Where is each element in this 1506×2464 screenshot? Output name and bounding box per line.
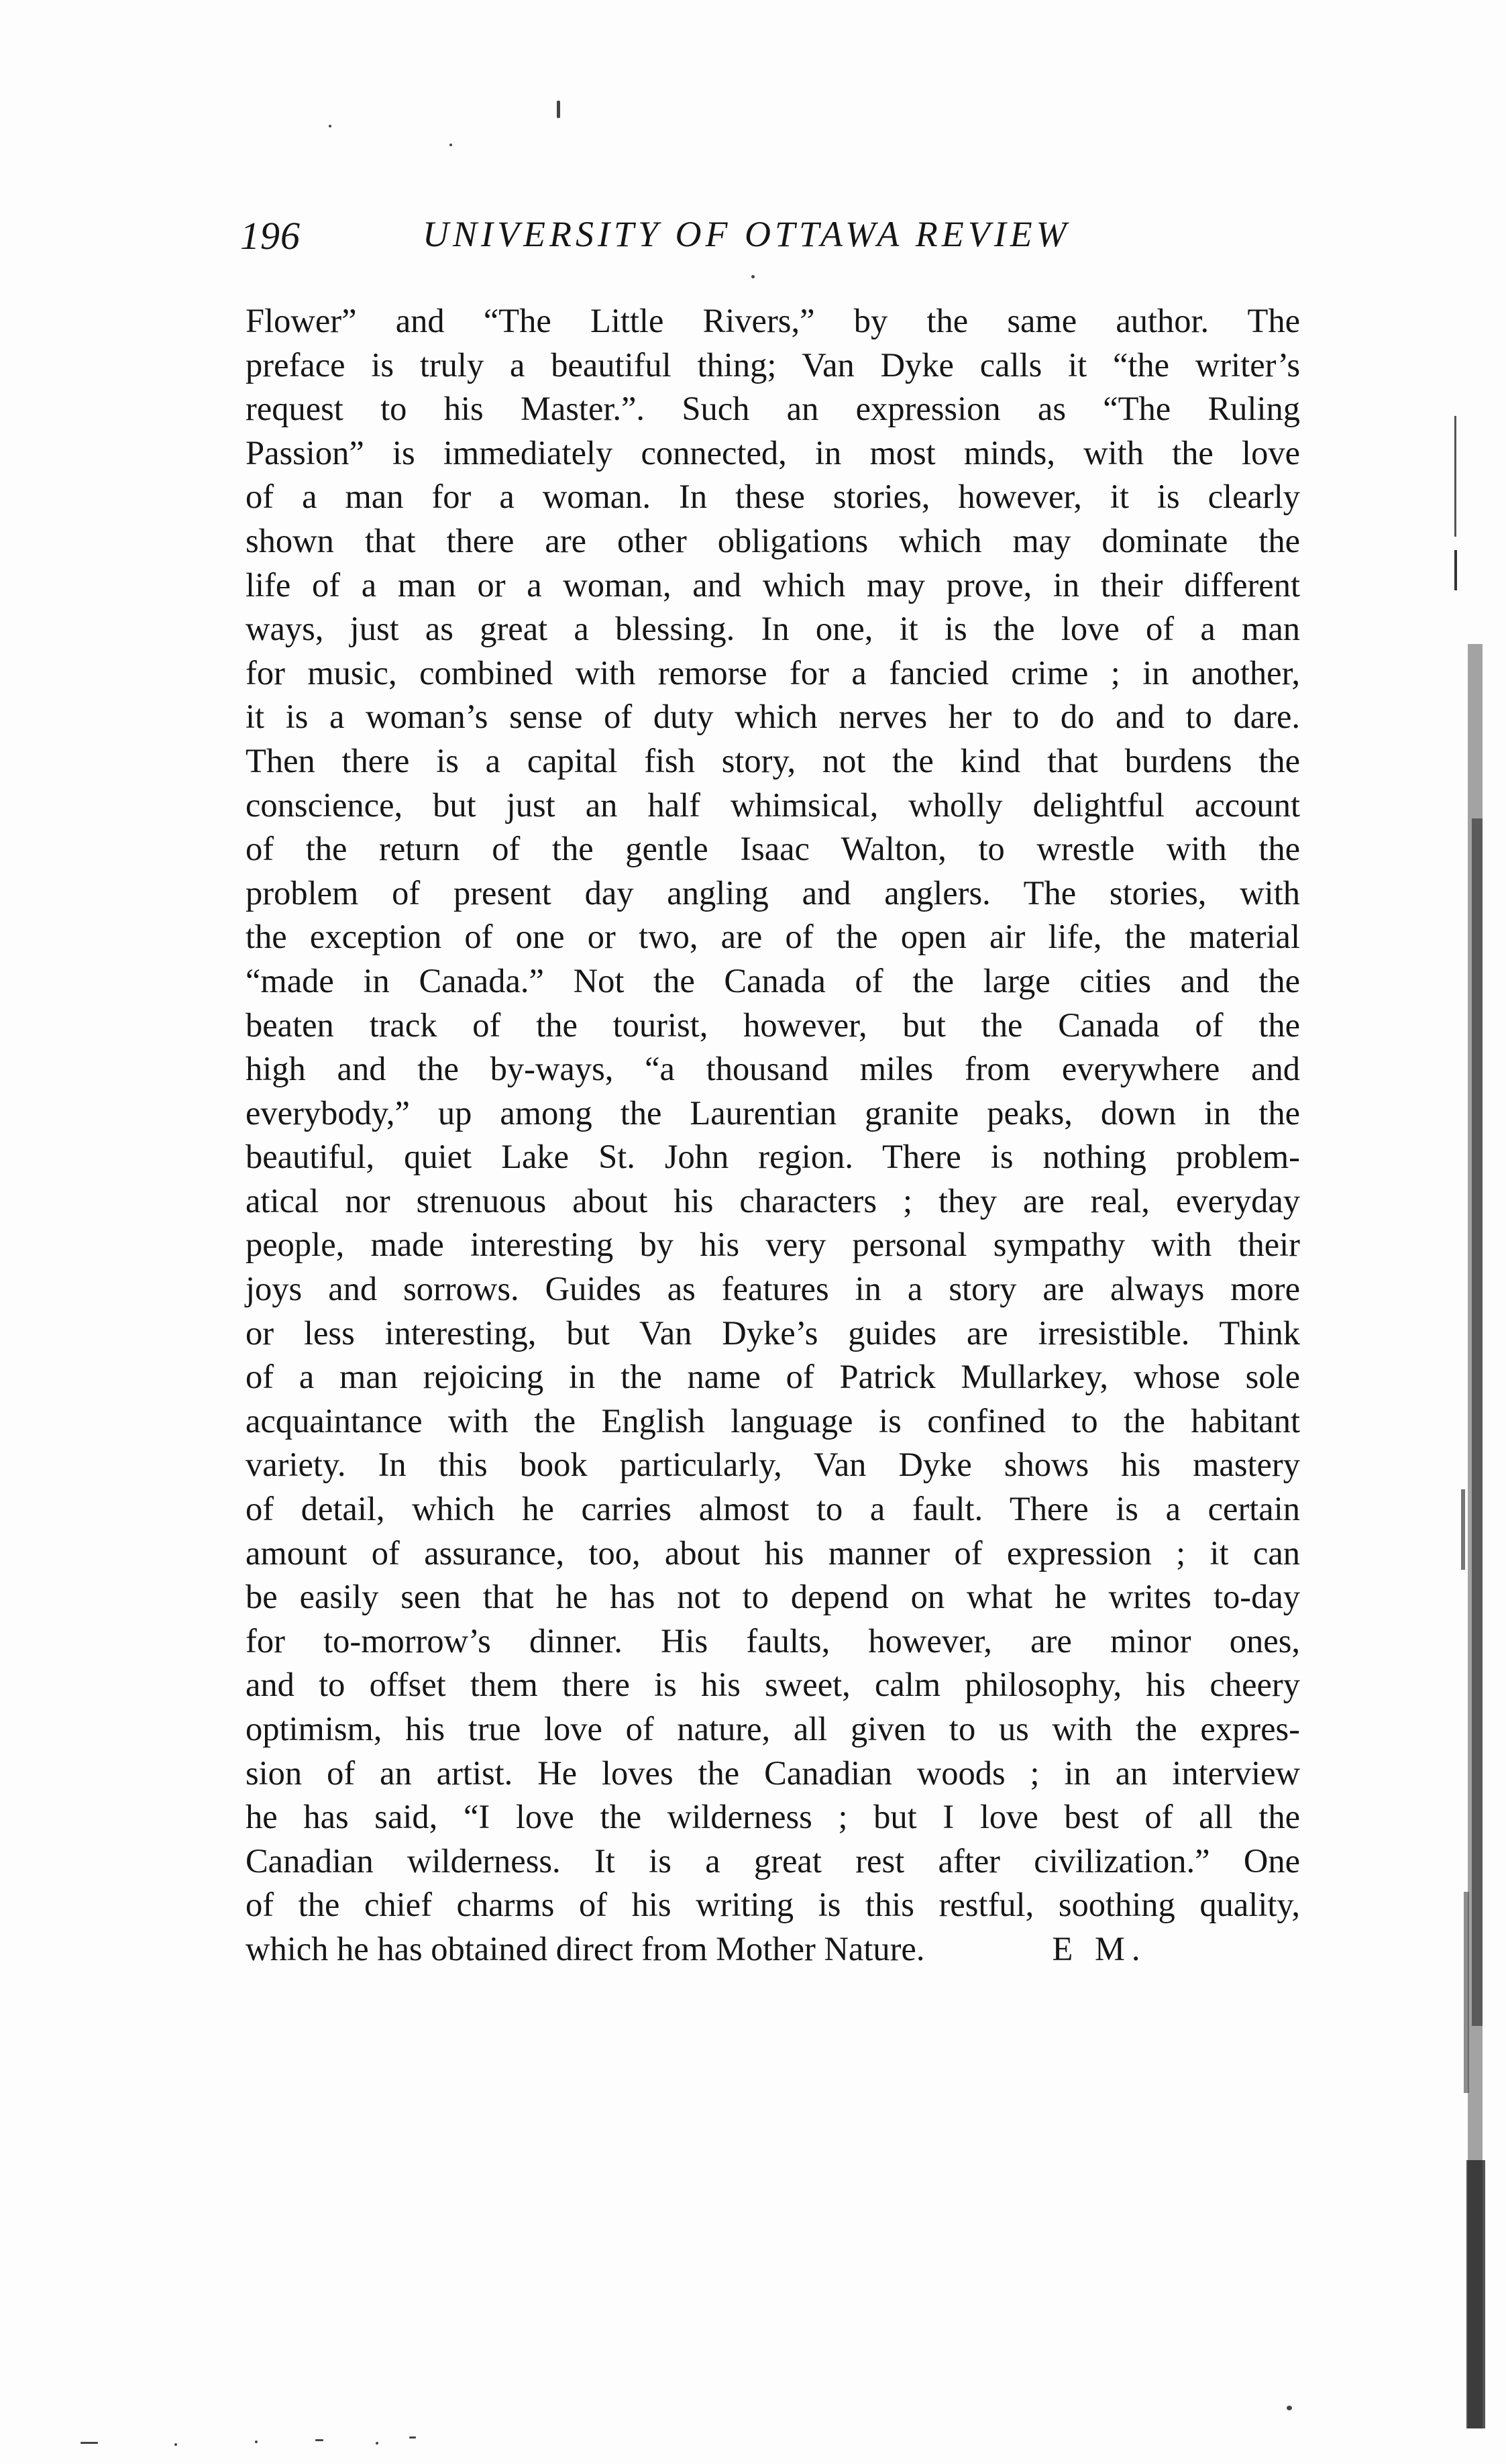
- text-line: the exception of one or two, are of the open air life, the material: [246, 918, 1300, 956]
- text-line: optimism, his true love of nature, all given to us with the expres-: [246, 1710, 1300, 1748]
- text-line: acquaintance with the English language is confined to the habitant: [246, 1401, 1300, 1440]
- text-line: Canadian wilderness. It is a great rest after civilization.” One: [246, 1841, 1300, 1880]
- text-line: Flower” and “The Little Rivers,” by the same author. The: [246, 302, 1300, 339]
- text-line: shown that there are other obligations which may dominate the: [246, 521, 1300, 559]
- text-line: it is a woman’s sense of duty which nerves her to do and to dare.: [246, 698, 1300, 736]
- scan-speck: [409, 2436, 416, 2439]
- text-line: joys and sorrows. Guides as features in a story are always more: [246, 1270, 1300, 1308]
- text-line: he has said, “I love the wilderness ; but I love best of all the: [246, 1798, 1300, 1836]
- text-line: for to-morrow’s dinner. His faults, however, are minor ones,: [246, 1621, 1300, 1660]
- text-line: beaten track of the tourist, however, but the Canada of the: [246, 1006, 1300, 1044]
- scan-speck: [376, 2442, 378, 2445]
- text-line: everybody,” up among the Laurentian granite peaks, down in the: [246, 1093, 1300, 1132]
- text-line: people, made interesting by his very personal sympathy with their: [246, 1226, 1300, 1264]
- text-line: of the return of the gentle Isaac Walton, to wrestle with the: [246, 830, 1300, 868]
- text-line: Then there is a capital fish story, not the kind that burdens the: [246, 741, 1300, 780]
- scan-speck: [80, 2442, 98, 2444]
- scan-speck: [557, 101, 560, 118]
- scan-speck: [329, 125, 331, 127]
- text-line: high and the by-ways, “a thousand miles from everywhere and: [246, 1050, 1300, 1088]
- text-line-final: [246, 1927, 1300, 1972]
- scanned-binding-edge: [1454, 416, 1487, 2428]
- text-line: amount of assurance, too, about his manner of expression ; it can: [246, 1534, 1300, 1572]
- text-line: of a man rejoicing in the name of Patrick Mullarkey, whose sole: [246, 1358, 1300, 1396]
- text-line: “made in Canada.” Not the Canada of the large cities and the: [246, 961, 1300, 1000]
- page-number: 196: [240, 214, 301, 258]
- text-line: atical nor strenuous about his characters ; they are real, everyday: [246, 1181, 1300, 1220]
- scan-speck: [174, 2443, 177, 2446]
- author-initials: E M.: [1052, 1929, 1147, 1968]
- article-body: [246, 299, 1300, 1972]
- text-line: be easily seen that he has not to depend on what he writes to-day: [246, 1578, 1300, 1616]
- scan-speck: [255, 2441, 258, 2443]
- scan-speck: [1287, 2406, 1292, 2410]
- text-line: of the chief charms of his writing is this restful, soothing quality,: [246, 1886, 1300, 1924]
- scan-speck: [449, 144, 452, 146]
- text-line: for music, combined with remorse for a fancied crime ; in another,: [246, 653, 1300, 692]
- text-line: request to his Master.”. Such an expression as “The Ruling: [246, 390, 1300, 428]
- text-line: Passion” is immediately connected, in most minds, with the love: [246, 433, 1300, 472]
- text-line: variety. In this book particularly, Van Dyke shows his mastery: [246, 1446, 1300, 1484]
- text-line: preface is truly a beautiful thing; Van Dyke calls it “the writer’s: [246, 345, 1300, 384]
- text-line: beautiful, quiet Lake St. John region. There is nothing problem-: [246, 1138, 1300, 1176]
- text-line: life of a man or a woman, and which may prove, in their different: [246, 566, 1300, 604]
- text-line: sion of an artist. He loves the Canadian woods ; in an interview: [246, 1754, 1300, 1792]
- text-line: or less interesting, but Van Dyke’s guides are irresistible. Think: [246, 1314, 1300, 1352]
- scan-speck: [315, 2439, 323, 2441]
- text-line: and to offset them there is his sweet, calm philosophy, his cheery: [246, 1666, 1300, 1704]
- text-line: ways, just as great a blessing. In one, it is the love of a man: [246, 610, 1300, 648]
- running-head: [240, 213, 1139, 267]
- text-line: of detail, which he carries almost to a fault. There is a certain: [246, 1490, 1300, 1528]
- text-line: problem of present day angling and anglers. The stories, with: [246, 873, 1300, 912]
- journal-title: UNIVERSITY OF OTTAWA REVIEW: [423, 214, 1071, 254]
- scan-speck: [751, 275, 755, 278]
- text-line: conscience, but just an half whimsical, wholly delightful account: [246, 786, 1300, 824]
- text-line: of a man for a woman. In these stories, however, it is clearly: [246, 478, 1300, 516]
- final-sentence: which he has obtained direct from Mother Nature.: [246, 1929, 925, 1968]
